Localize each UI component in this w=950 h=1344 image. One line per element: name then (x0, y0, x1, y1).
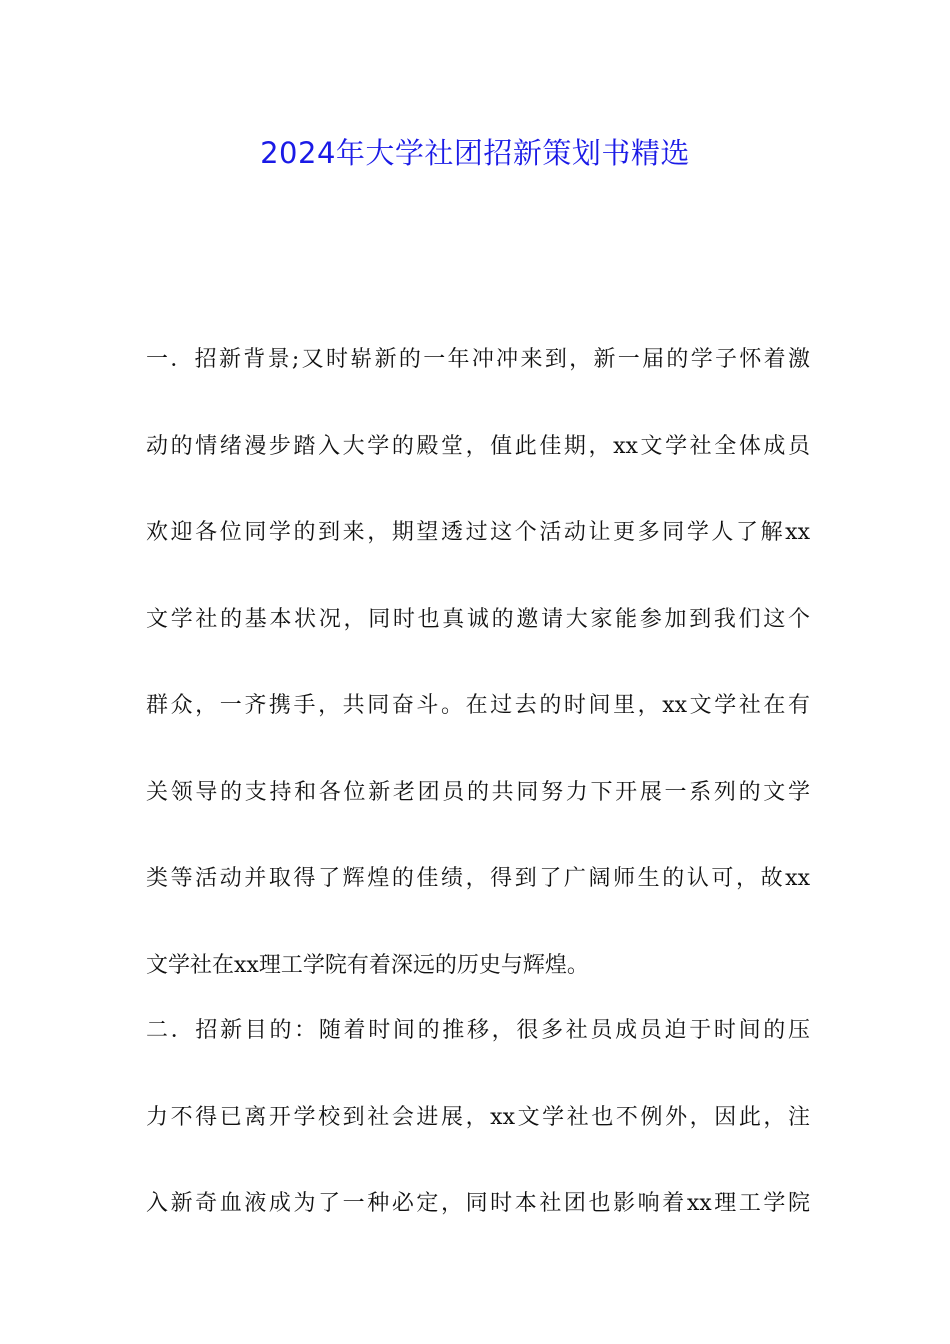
paragraph-line: 文学社在xx理工学院有着深远的历史与辉煌。 (146, 952, 589, 978)
section-recruitment-background (146, 317, 810, 1009)
paragraph-line: 类等活动并取得了辉煌的佳绩，得到了广阔师生的认可，故xx (146, 866, 810, 891)
paragraph-line: 文学社的基本状况，同时也真诚的邀请大家能参加到我们这个 (146, 606, 810, 632)
paragraph-line: 动的情绪漫步踏入大学的殿堂，值此佳期，xx文学社全体成员 (146, 433, 810, 459)
paragraph-line: 群众，一齐携手，共同奋斗。在过去的时间里，xx文学社在有 (146, 693, 810, 718)
paragraph-line: 一．招新背景;又时崭新的一年冲冲来到，新一届的学子怀着激 (146, 347, 810, 372)
document-title: 2024年大学社团招新策划书精选 (260, 136, 690, 170)
paragraph-line: 力不得已离开学校到社会进展，xx文学社也不例外，因此，注 (146, 1104, 810, 1130)
paragraph-line: 入新奇血液成为了一种必定，同时本社团也影响着xx理工学院 (146, 1191, 810, 1216)
paragraph-line: 二．招新目的：随着时间的推移，很多社员成员迫于时间的压 (146, 1018, 810, 1043)
section-recruitment-purpose (146, 988, 810, 1248)
paragraph-line: 关领导的支持和各位新老团员的共同努力下开展一系列的文学 (146, 779, 810, 805)
paragraph-line: 欢迎各位同学的到来，期望透过这个活动让更多同学人了解xx (146, 520, 810, 545)
